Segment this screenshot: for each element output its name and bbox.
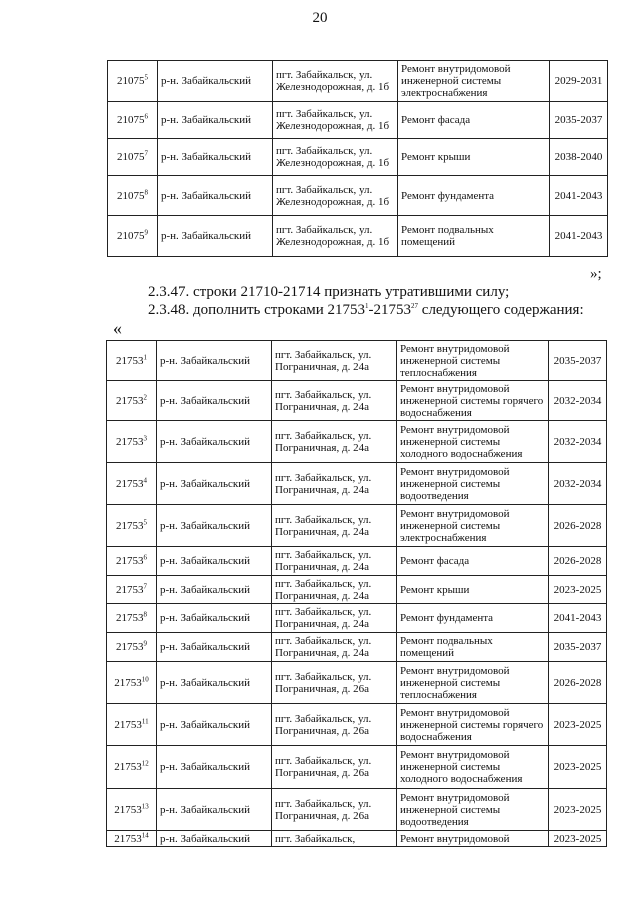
table-row xyxy=(108,139,608,176)
years-cell: 2023-2025 xyxy=(549,704,607,746)
address-cell: пгт. Забайкальск, ул. Железнодорожная, д. 1б xyxy=(273,102,398,139)
row-number: 21753$^4$ xyxy=(107,463,157,505)
table-row xyxy=(107,381,607,421)
row-number: 21075$^5$ xyxy=(108,61,158,102)
table-row xyxy=(107,746,607,789)
district-cell: р-н. Забайкальский xyxy=(157,576,272,604)
work-type-cell: Ремонт фасада xyxy=(397,547,549,576)
work-type-cell: Ремонт фундамента xyxy=(398,176,550,216)
row-number: 21753$^{13}$ xyxy=(107,789,157,831)
address-cell: пгт. Забайкальск, ул. Пограничная, д. 26а xyxy=(272,662,397,704)
table-row xyxy=(107,421,607,463)
work-type-cell: Ремонт внутридомовой инженерной системы водоотведения xyxy=(397,463,549,505)
work-type-cell: Ремонт внутридомовой инженерной системы горячего водоснабжения xyxy=(397,704,549,746)
table-row xyxy=(107,505,607,547)
district-cell: р-н. Забайкальский xyxy=(157,421,272,463)
district-cell: р-н. Забайкальский xyxy=(157,341,272,381)
work-type-cell: Ремонт внутридомовой инженерной системы электроснабжения xyxy=(397,505,549,547)
address-cell: пгт. Забайкальск, ул. Пограничная, д. 26а xyxy=(272,789,397,831)
table-row xyxy=(107,633,607,662)
work-type-cell: Ремонт внутридомовой инженерной системы теплоснабжения xyxy=(397,662,549,704)
years-cell: 2041-2043 xyxy=(550,216,608,257)
years-cell: 2041-2043 xyxy=(549,604,607,633)
years-cell: 2026-2028 xyxy=(549,505,607,547)
address-cell: пгт. Забайкальск, ул. Пограничная, д. 24а xyxy=(272,381,397,421)
table-row xyxy=(108,61,608,102)
table-row xyxy=(108,176,608,216)
years-cell: 2026-2028 xyxy=(549,662,607,704)
table-new-rows xyxy=(106,340,607,847)
address-cell: пгт. Забайкальск, ул. Железнодорожная, д. 1б xyxy=(273,61,398,102)
years-cell: 2035-2037 xyxy=(549,341,607,381)
years-cell: 2038-2040 xyxy=(550,139,608,176)
years-cell: 2023-2025 xyxy=(549,831,607,847)
table-row xyxy=(107,662,607,704)
work-type-cell: Ремонт внутридомовой инженерной системы теплоснабжения xyxy=(397,341,549,381)
work-type-cell: Ремонт внутридомовой инженерной системы холодного водоснабжения xyxy=(397,421,549,463)
row-number: 21753$^9$ xyxy=(107,633,157,662)
table-row xyxy=(107,463,607,505)
district-cell: р-н. Забайкальский xyxy=(157,604,272,633)
address-cell: пгт. Забайкальск, ул. Пограничная, д. 24а xyxy=(272,633,397,662)
district-cell: р-н. Забайкальский xyxy=(157,831,272,847)
work-type-cell: Ремонт крыши xyxy=(398,139,550,176)
years-cell: 2035-2037 xyxy=(549,633,607,662)
district-cell: р-н. Забайкальский xyxy=(158,139,273,176)
district-cell: р-н. Забайкальский xyxy=(158,176,273,216)
work-type-cell: Ремонт крыши xyxy=(397,576,549,604)
paragraph-2-3-47: 2.3.47. строки 21710-21714 признать утратившими силу; xyxy=(148,284,510,300)
work-type-cell: Ремонт внутридомовой инженерной системы водоотведения xyxy=(397,789,549,831)
row-number: 21753$^3$ xyxy=(107,421,157,463)
years-cell: 2023-2025 xyxy=(549,789,607,831)
years-cell: 2032-2034 xyxy=(549,421,607,463)
address-cell: пгт. Забайкальск, ул. Пограничная, д. 24а xyxy=(272,463,397,505)
row-number: 21075$^8$ xyxy=(108,176,158,216)
district-cell: р-н. Забайкальский xyxy=(157,704,272,746)
row-number: 21753$^{12}$ xyxy=(107,746,157,789)
address-cell: пгт. Забайкальск, ул. Пограничная, д. 24а xyxy=(272,341,397,381)
years-cell: 2026-2028 xyxy=(549,547,607,576)
work-type-cell: Ремонт фасада xyxy=(398,102,550,139)
table-row xyxy=(107,547,607,576)
address-cell: пгт. Забайкальск, ул. Железнодорожная, д. 1б xyxy=(273,139,398,176)
row-number: 21075$^7$ xyxy=(108,139,158,176)
table-row xyxy=(107,704,607,746)
work-type-cell: Ремонт внутридомовой инженерной системы холодного водоснабжения xyxy=(397,746,549,789)
table-row xyxy=(107,576,607,604)
address-cell: пгт. Забайкальск, ул. Пограничная, д. 24а xyxy=(272,576,397,604)
table-existing-rows xyxy=(107,60,608,257)
district-cell: р-н. Забайкальский xyxy=(157,789,272,831)
address-cell: пгт. Забайкальск, ул. Пограничная, д. 24а xyxy=(272,547,397,576)
table-row xyxy=(107,604,607,633)
work-type-cell: Ремонт фундамента xyxy=(397,604,549,633)
years-cell: 2032-2034 xyxy=(549,463,607,505)
district-cell: р-н. Забайкальский xyxy=(158,216,273,257)
row-number: 21753$^2$ xyxy=(107,381,157,421)
district-cell: р-н. Забайкальский xyxy=(157,381,272,421)
address-cell: пгт. Забайкальск, ул. Пограничная, д. 24а xyxy=(272,604,397,633)
table-row xyxy=(108,102,608,139)
address-cell: пгт. Забайкальск, ул. Железнодорожная, д. 1б xyxy=(273,176,398,216)
row-number: 21075$^9$ xyxy=(108,216,158,257)
paragraph-2-3-48: 2.3.48. дополнить строками 21753$^1$-21753$^{27}$ следующего содержания: xyxy=(148,302,584,318)
table-row xyxy=(107,831,607,847)
address-cell: пгт. Забайкальск, ул. Пограничная, д. 26а xyxy=(272,704,397,746)
district-cell: р-н. Забайкальский xyxy=(157,633,272,662)
address-cell: пгт. Забайкальск, xyxy=(272,831,397,847)
table-row xyxy=(108,216,608,257)
row-number: 21753$^{11}$ xyxy=(107,704,157,746)
district-cell: р-н. Забайкальский xyxy=(157,746,272,789)
district-cell: р-н. Забайкальский xyxy=(158,102,273,139)
work-type-cell: Ремонт внутридомовой инженерной системы горячего водоснабжения xyxy=(397,381,549,421)
row-number: 21753$^{10}$ xyxy=(107,662,157,704)
opening-quote: « xyxy=(113,318,122,338)
district-cell: р-н. Забайкальский xyxy=(157,463,272,505)
address-cell: пгт. Забайкальск, ул. Железнодорожная, д. 1б xyxy=(273,216,398,257)
work-type-cell: Ремонт подвальных помещений xyxy=(398,216,550,257)
district-cell: р-н. Забайкальский xyxy=(157,662,272,704)
years-cell: 2035-2037 xyxy=(550,102,608,139)
row-number: 21075$^6$ xyxy=(108,102,158,139)
work-type-cell: Ремонт внутридомовой xyxy=(397,831,549,847)
row-number: 21753$^5$ xyxy=(107,505,157,547)
page-number: 20 xyxy=(312,10,328,26)
work-type-cell: Ремонт внутридомовой инженерной системы электроснабжения xyxy=(398,61,550,102)
years-cell: 2029-2031 xyxy=(550,61,608,102)
closing-quote: »; xyxy=(590,266,602,282)
table-row xyxy=(107,341,607,381)
years-cell: 2032-2034 xyxy=(549,381,607,421)
address-cell: пгт. Забайкальск, ул. Пограничная, д. 24а xyxy=(272,505,397,547)
work-type-cell: Ремонт подвальных помещений xyxy=(397,633,549,662)
row-number: 21753$^1$ xyxy=(107,341,157,381)
row-number: 21753$^6$ xyxy=(107,547,157,576)
district-cell: р-н. Забайкальский xyxy=(158,61,273,102)
years-cell: 2023-2025 xyxy=(549,576,607,604)
district-cell: р-н. Забайкальский xyxy=(157,505,272,547)
years-cell: 2023-2025 xyxy=(549,746,607,789)
row-number: 21753$^8$ xyxy=(107,604,157,633)
address-cell: пгт. Забайкальск, ул. Пограничная, д. 26а xyxy=(272,746,397,789)
row-number: 21753$^7$ xyxy=(107,576,157,604)
address-cell: пгт. Забайкальск, ул. Пограничная, д. 24а xyxy=(272,421,397,463)
row-number: 21753$^{14}$ xyxy=(107,831,157,847)
years-cell: 2041-2043 xyxy=(550,176,608,216)
district-cell: р-н. Забайкальский xyxy=(157,547,272,576)
table-row xyxy=(107,789,607,831)
